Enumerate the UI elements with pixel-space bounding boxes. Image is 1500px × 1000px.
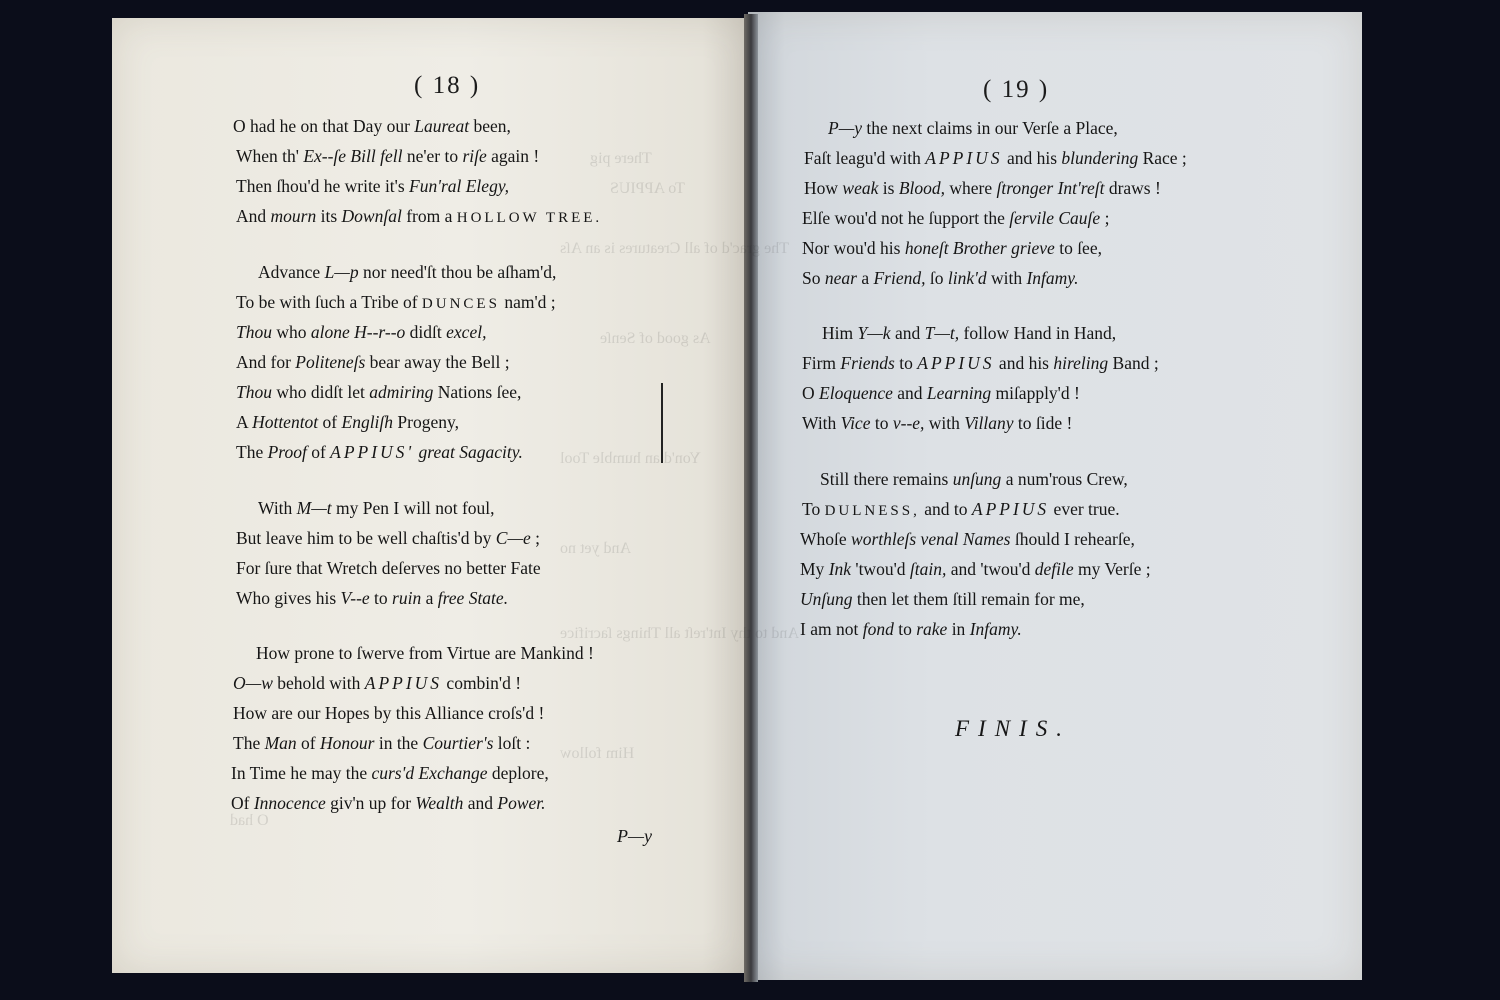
show-through-mark: O had [230,812,269,829]
show-through-mark: And yet no [560,540,632,557]
verse-line: Him Y—k and T—t, follow Hand in Hand, [822,323,1117,343]
verse-line: With M—t my Pen I will not foul, [258,498,495,518]
page-number: ( 18 ) [414,72,481,99]
verse-line: Whoſe worthleſs venal Names ſhould I rehearſe, [800,529,1135,549]
show-through-mark: And to thy Int'reſt all Things ſacrifice [560,625,799,642]
verse-line: To be with ſuch a Tribe of DUNCES nam'd ; [236,292,556,312]
verse-line: To DULNESS, and to APPIUS ever true. [802,499,1120,519]
verse-line: For ſure that Wretch deſerves no better Fate [236,558,541,578]
verse-line: How weak is Blood, where ſtronger Int'reſt draws ! [804,178,1161,198]
verse-line: And mourn its Downſal from a HOLLOW TREE. [236,206,603,226]
verse-line: Of Innocence giv'n up for Wealth and Power. [231,793,546,813]
verse-line: So near a Friend, ſo link'd with Infamy. [802,268,1079,288]
verse-line: Thou who didſt let admiring Nations ſee, [236,382,522,402]
verse-line: My Ink 'twou'd ſtain, and 'twou'd defile my Verſe ; [800,559,1151,579]
verse-line: With Vice to v--e, with Villany to ſide ! [802,413,1073,433]
triplet-bracket [655,383,663,463]
show-through-mark: The grac'd of all Creatures is an Aſs [560,240,790,257]
verse-line: The Proof of APPIUS' great Sagacity. [236,442,523,462]
verse-line: How prone to ſwerve from Virtue are Mankind ! [256,643,594,663]
verse-line: How are our Hopes by this Alliance croſs'd ! [233,703,545,723]
verse-line: Thou who alone H--r--o didſt excel, [236,322,487,342]
book-gutter [744,14,758,982]
finis-heading: FINIS. [955,716,1071,741]
page-number: ( 19 ) [983,76,1050,103]
verse-line: I am not fond to rake in Infamy. [800,619,1022,639]
verse-line: Nor wou'd his honeſt Brother grieve to ſee, [802,238,1102,258]
verse-line: And for Politeneſs bear away the Bell ; [236,352,510,372]
verse-line: P—y the next claims in our Verſe a Place, [828,118,1118,138]
verse-line: O Eloquence and Learning miſapply'd ! [802,383,1080,403]
verse-line: But leave him to be well chaſtis'd by C—e ; [236,528,541,548]
show-through-mark: There pig [590,150,652,167]
verse-line: A Hottentot of Engliſh Progeny, [236,412,459,432]
verse-line: Unſung then let them ſtill remain for me, [800,589,1085,609]
verse-line: In Time he may the curs'd Exchange deplore, [231,763,549,783]
verse-line: Still there remains unſung a num'rous Crew, [820,469,1128,489]
show-through-mark: As good of Senſe [600,330,711,347]
verse-line: Who gives his V--e to ruin a free State. [236,588,509,608]
verse-line: Advance L—p nor need'ſt thou be aſham'd, [258,262,557,282]
verse-line: O—w behold with APPIUS combin'd ! [233,673,522,693]
show-through-mark: Yon'd an humble Tool [560,450,701,467]
show-through-mark: To APPIUS [610,180,685,197]
verse-line: When th' Ex--ſe Bill fell ne'er to riſe again ! [236,146,540,166]
verse-line: Firm Friends to APPIUS and his hireling Band ; [802,353,1159,373]
verse-line: The Man of Honour in the Courtier's loſt : [233,733,531,753]
verse-line: Elſe wou'd not he ſupport the ſervile Cauſe ; [802,208,1110,228]
verse-line: O had he on that Day our Laureat been, [233,116,511,136]
catchword: P—y [617,826,652,846]
verse-line: Then ſhou'd he write it's Fun'ral Elegy, [236,176,509,196]
show-through-mark: Him follow [560,745,635,762]
verse-line: Faſt leagu'd with APPIUS and his blundering Race ; [804,148,1187,168]
